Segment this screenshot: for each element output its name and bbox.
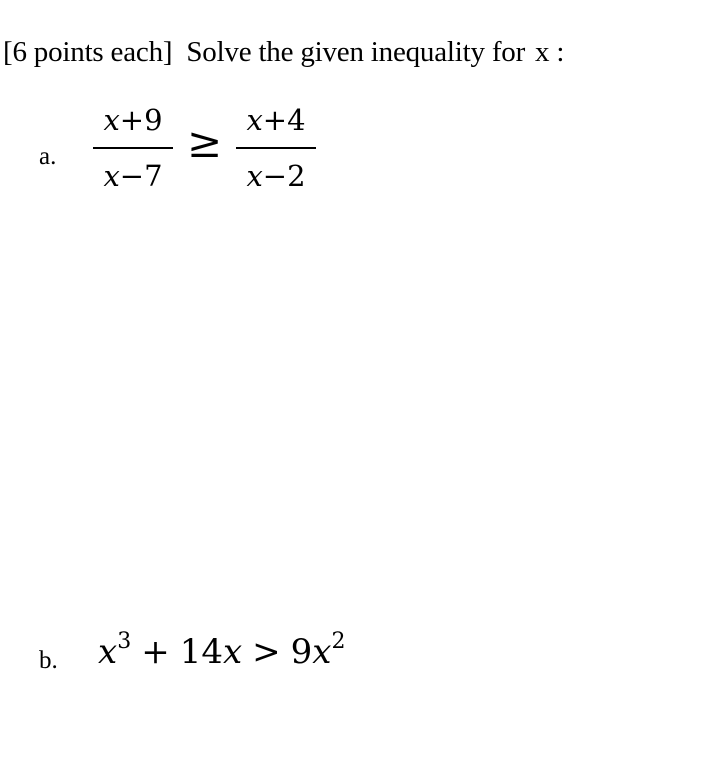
left-denominator: x−7 (103, 159, 163, 193)
problem-b-label: b. (39, 647, 58, 674)
instruction-colon: : (556, 36, 565, 68)
problem-a-left-fraction (93, 102, 173, 194)
problem-a-label: a. (39, 143, 57, 170)
left-fraction-bar (93, 147, 173, 149)
left-numerator: x+9 (103, 103, 163, 137)
problem-b-expression: $x^3 + 14x > 9x^2$ (98, 629, 346, 672)
instruction-variable: x (535, 36, 550, 68)
problem-a-right-fraction (236, 102, 316, 194)
right-denominator: x−2 (246, 159, 306, 193)
problem-a-relation: ≥ (187, 118, 223, 167)
instruction-header (3, 36, 564, 69)
points-label: [6 points each] (3, 36, 173, 68)
right-fraction-bar (236, 147, 316, 149)
instruction-text: Solve the given inequality for (186, 36, 526, 68)
right-numerator: x+4 (246, 103, 306, 137)
